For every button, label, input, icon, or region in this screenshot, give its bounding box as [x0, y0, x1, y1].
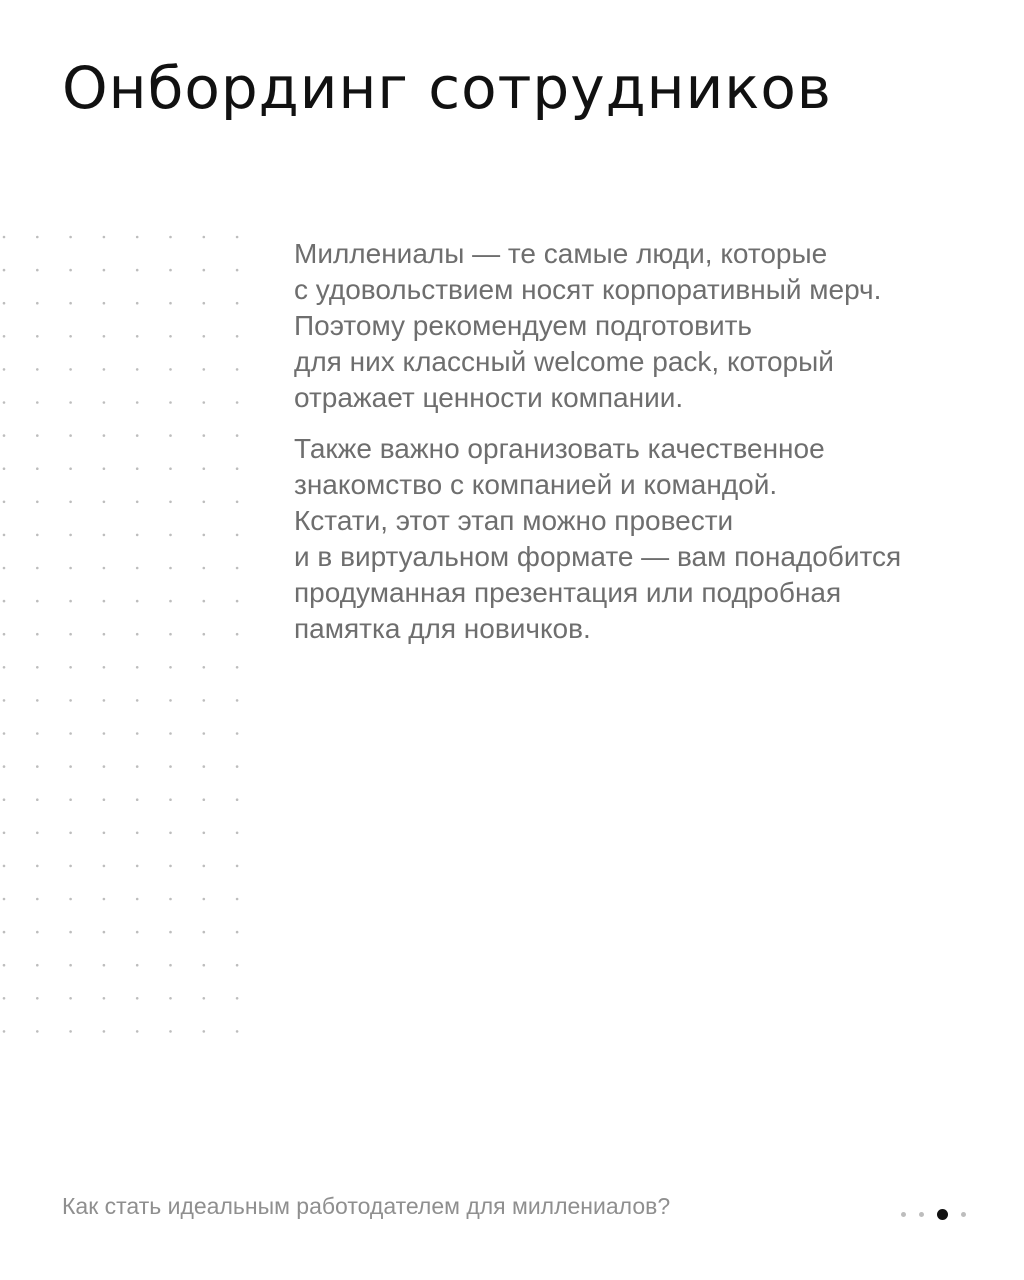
grid-dot [103, 699, 106, 702]
grid-dot [236, 633, 239, 636]
grid-dot [236, 997, 239, 1000]
grid-dot [169, 236, 172, 239]
pager-dot-active [937, 1209, 948, 1220]
grid-dot [203, 832, 206, 835]
pager-dot [901, 1212, 906, 1217]
grid-dot [236, 832, 239, 835]
grid-dot [36, 931, 39, 934]
text-line: и в виртуальном формате — вам понадобится [294, 541, 902, 572]
grid-dot [169, 798, 172, 801]
grid-dot [103, 401, 106, 404]
grid-dot [136, 865, 139, 868]
grid-dot [69, 567, 72, 570]
grid-dot [69, 798, 72, 801]
grid-dot [136, 335, 139, 338]
grid-dot [69, 368, 72, 371]
grid-dot [36, 302, 39, 305]
grid-dot [136, 567, 139, 570]
grid-dot [136, 1030, 139, 1033]
grid-dot [203, 1030, 206, 1033]
grid-dot [3, 467, 6, 470]
grid-dot [69, 997, 72, 1000]
grid-dot [136, 699, 139, 702]
grid-dot [3, 964, 6, 967]
grid-dot [3, 1030, 6, 1033]
grid-dot [69, 964, 72, 967]
grid-dot [36, 832, 39, 835]
grid-dot [236, 798, 239, 801]
grid-dot [136, 501, 139, 504]
grid-dot [36, 865, 39, 868]
grid-dot [169, 964, 172, 967]
grid-dot [169, 633, 172, 636]
grid-dot [36, 467, 39, 470]
grid-dot [169, 600, 172, 603]
grid-dot [169, 434, 172, 437]
grid-dot [3, 368, 6, 371]
grid-dot [136, 269, 139, 272]
grid-dot [103, 898, 106, 901]
text-line: Поэтому рекомендуем подготовить [294, 310, 753, 341]
grid-dot [136, 467, 139, 470]
grid-dot [69, 534, 72, 537]
grid-dot [169, 666, 172, 669]
grid-dot [236, 732, 239, 735]
grid-dot [69, 269, 72, 272]
grid-dot [3, 600, 6, 603]
grid-dot [3, 931, 6, 934]
grid-dot [236, 964, 239, 967]
grid-dot [236, 1030, 239, 1033]
grid-dot [169, 898, 172, 901]
grid-dot [136, 931, 139, 934]
dot-grid-decoration [0, 228, 250, 1038]
grid-dot [36, 534, 39, 537]
grid-dot [169, 865, 172, 868]
grid-dot [69, 732, 72, 735]
text-line: с удовольствием носят корпоративный мерч. [294, 274, 882, 305]
grid-dot [36, 997, 39, 1000]
grid-dot [203, 997, 206, 1000]
text-line: Также важно организовать качественное [294, 433, 825, 464]
grid-dot [236, 501, 239, 504]
grid-dot [69, 865, 72, 868]
grid-dot [36, 434, 39, 437]
grid-dot [136, 401, 139, 404]
grid-dot [103, 765, 106, 768]
pager-dot [961, 1212, 966, 1217]
grid-dot [3, 699, 6, 702]
grid-dot [203, 567, 206, 570]
page-title: Онбординг сотрудников [62, 54, 832, 122]
grid-dot [203, 401, 206, 404]
grid-dot [36, 699, 39, 702]
text-line: продуманная презентация или подробная [294, 577, 842, 608]
grid-dot [203, 798, 206, 801]
grid-dot [3, 666, 6, 669]
text-line: для них классный welcome pack, который [294, 346, 834, 377]
grid-dot [69, 898, 72, 901]
grid-dot [103, 434, 106, 437]
grid-dot [203, 534, 206, 537]
grid-dot [236, 898, 239, 901]
grid-dot [203, 732, 206, 735]
grid-dot [169, 832, 172, 835]
grid-dot [69, 467, 72, 470]
grid-dot [3, 401, 6, 404]
grid-dot [203, 898, 206, 901]
grid-dot [169, 501, 172, 504]
grid-dot [203, 302, 206, 305]
text-line: отражает ценности компании. [294, 382, 684, 413]
grid-dot [136, 997, 139, 1000]
grid-dot [136, 666, 139, 669]
grid-dot [169, 401, 172, 404]
grid-dot [169, 302, 172, 305]
grid-dot [69, 765, 72, 768]
grid-dot [169, 567, 172, 570]
grid-dot [103, 633, 106, 636]
grid-dot [203, 600, 206, 603]
grid-dot [203, 964, 206, 967]
slide-pagination [901, 1206, 966, 1222]
grid-dot [236, 401, 239, 404]
grid-dot [3, 832, 6, 835]
grid-dot [3, 997, 6, 1000]
grid-dot [36, 666, 39, 669]
grid-dot [69, 666, 72, 669]
grid-dot [69, 236, 72, 239]
grid-dot [136, 302, 139, 305]
grid-dot [36, 501, 39, 504]
grid-dot [3, 434, 6, 437]
grid-dot [169, 269, 172, 272]
grid-dot [69, 302, 72, 305]
grid-dot [69, 1030, 72, 1033]
text-line: знакомство с компанией и командой. [294, 469, 778, 500]
grid-dot [69, 335, 72, 338]
grid-dot [3, 302, 6, 305]
grid-dot [69, 931, 72, 934]
grid-dot [36, 798, 39, 801]
pager-dot [919, 1212, 924, 1217]
grid-dot [203, 931, 206, 934]
grid-dot [203, 765, 206, 768]
grid-dot [236, 269, 239, 272]
grid-dot [136, 534, 139, 537]
body-text [294, 236, 974, 662]
grid-dot [36, 600, 39, 603]
grid-dot [3, 335, 6, 338]
footer-series-title: Как стать идеальным работодателем для миллениалов? [62, 1193, 671, 1219]
text-line: Кстати, этот этап можно провести [294, 505, 734, 536]
grid-dot [3, 534, 6, 537]
grid-dot [103, 368, 106, 371]
grid-dot [69, 600, 72, 603]
grid-dot [203, 633, 206, 636]
text-line: Миллениалы — те самые люди, которые [294, 238, 828, 269]
grid-dot [236, 434, 239, 437]
grid-dot [3, 236, 6, 239]
grid-dot [36, 368, 39, 371]
grid-dot [169, 1030, 172, 1033]
grid-dot [236, 467, 239, 470]
grid-dot [169, 931, 172, 934]
grid-dot [236, 865, 239, 868]
grid-dot [3, 798, 6, 801]
grid-dot [169, 765, 172, 768]
grid-dot [69, 501, 72, 504]
grid-dot [103, 534, 106, 537]
grid-dot [236, 567, 239, 570]
grid-dot [203, 434, 206, 437]
grid-dot [103, 335, 106, 338]
grid-dot [103, 1030, 106, 1033]
grid-dot [103, 236, 106, 239]
grid-dot [169, 467, 172, 470]
grid-dot [169, 699, 172, 702]
grid-dot [103, 467, 106, 470]
grid-dot [136, 368, 139, 371]
grid-dot [103, 865, 106, 868]
grid-dot [36, 964, 39, 967]
grid-dot [3, 865, 6, 868]
grid-dot [36, 335, 39, 338]
paragraph-2 [294, 431, 974, 647]
grid-dot [136, 832, 139, 835]
grid-dot [203, 501, 206, 504]
grid-dot [36, 236, 39, 239]
grid-dot [3, 633, 6, 636]
grid-dot [3, 269, 6, 272]
grid-dot [236, 236, 239, 239]
grid-dot [203, 236, 206, 239]
grid-dot [136, 434, 139, 437]
grid-dot [136, 600, 139, 603]
grid-dot [136, 964, 139, 967]
grid-dot [203, 335, 206, 338]
grid-dot [36, 269, 39, 272]
grid-dot [203, 269, 206, 272]
grid-dot [136, 765, 139, 768]
paragraph-1 [294, 236, 974, 416]
grid-dot [203, 699, 206, 702]
grid-dot [103, 666, 106, 669]
grid-dot [3, 765, 6, 768]
grid-dot [203, 865, 206, 868]
grid-dot [103, 931, 106, 934]
grid-dot [103, 600, 106, 603]
grid-dot [36, 567, 39, 570]
grid-dot [36, 765, 39, 768]
grid-dot [236, 534, 239, 537]
grid-dot [236, 666, 239, 669]
grid-dot [203, 666, 206, 669]
text-line: памятка для новичков. [294, 613, 591, 644]
grid-dot [203, 467, 206, 470]
grid-dot [236, 765, 239, 768]
grid-dot [169, 534, 172, 537]
grid-dot [36, 401, 39, 404]
grid-dot [103, 732, 106, 735]
grid-dot [3, 898, 6, 901]
grid-dot [103, 798, 106, 801]
grid-dot [36, 1030, 39, 1033]
grid-dot [3, 567, 6, 570]
grid-dot [136, 898, 139, 901]
grid-dot [236, 335, 239, 338]
grid-dot [169, 997, 172, 1000]
grid-dot [236, 302, 239, 305]
grid-dot [69, 401, 72, 404]
grid-dot [169, 335, 172, 338]
grid-dot [169, 368, 172, 371]
grid-dot [36, 732, 39, 735]
grid-dot [69, 832, 72, 835]
grid-dot [136, 633, 139, 636]
grid-dot [136, 798, 139, 801]
grid-dot [236, 368, 239, 371]
grid-dot [136, 236, 139, 239]
grid-dot [236, 600, 239, 603]
grid-dot [136, 732, 139, 735]
grid-dot [69, 633, 72, 636]
grid-dot [69, 434, 72, 437]
grid-dot [3, 732, 6, 735]
grid-dot [36, 633, 39, 636]
grid-dot [103, 832, 106, 835]
grid-dot [69, 699, 72, 702]
grid-dot [36, 898, 39, 901]
grid-dot [236, 931, 239, 934]
grid-dot [103, 567, 106, 570]
grid-dot [236, 699, 239, 702]
grid-dot [103, 501, 106, 504]
grid-dot [3, 501, 6, 504]
grid-dot [103, 302, 106, 305]
grid-dot [103, 997, 106, 1000]
grid-dot [169, 732, 172, 735]
grid-dot [103, 964, 106, 967]
grid-dot [203, 368, 206, 371]
grid-dot [103, 269, 106, 272]
